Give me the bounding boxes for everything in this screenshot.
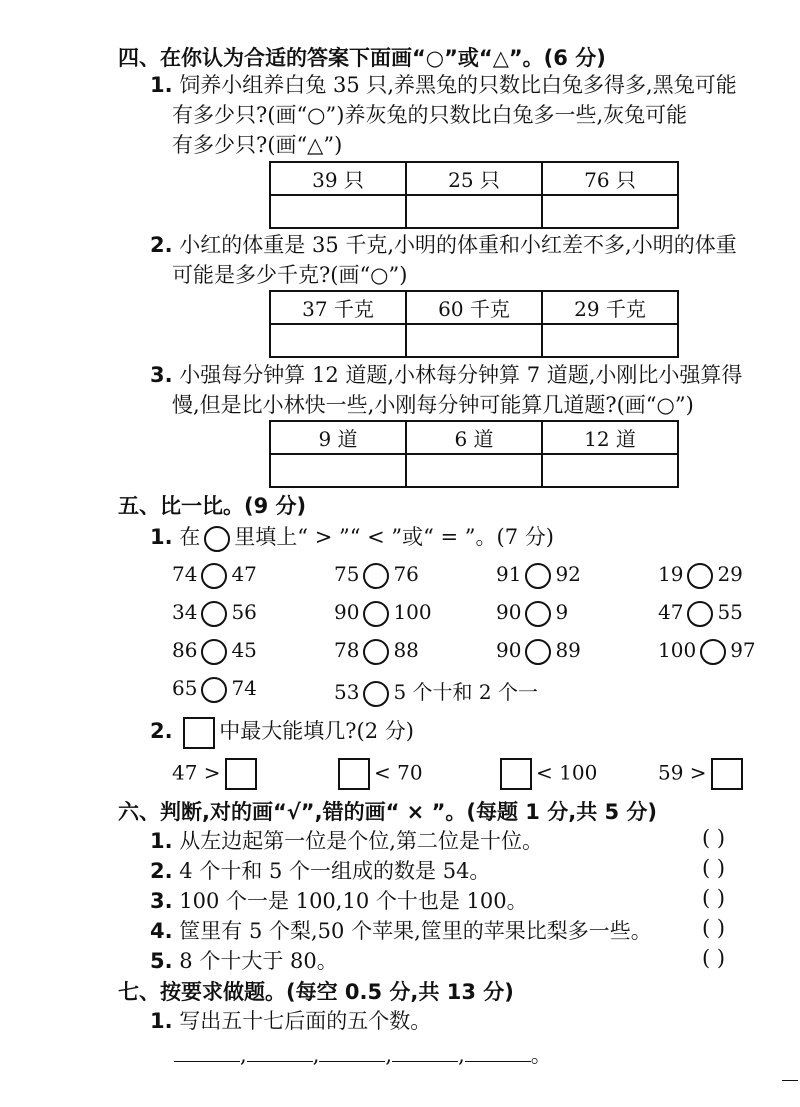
answer-blank[interactable] — [392, 1043, 458, 1062]
compare-circle[interactable] — [201, 677, 227, 703]
option-cell: 25 只 — [406, 162, 542, 195]
compare-circle[interactable] — [525, 601, 551, 627]
fill-box-item: < 100 — [496, 758, 597, 790]
compare-circle[interactable] — [363, 601, 389, 627]
compare-item: 65 74 — [172, 676, 257, 703]
answer-parentheses[interactable]: ( ) — [702, 856, 726, 880]
compare-circle[interactable] — [687, 563, 713, 589]
compare-circle[interactable] — [687, 601, 713, 627]
compare-item: 90 89 — [496, 638, 581, 665]
compare-circle[interactable] — [201, 563, 227, 589]
q7-1-instruction: 1. 写出五十七后面的五个数。 — [150, 1009, 432, 1033]
compare-item: 86 45 — [172, 638, 257, 665]
answer-cell[interactable] — [542, 195, 678, 228]
option-cell: 9 道 — [270, 421, 406, 454]
section4-title: 四、在你认为合适的答案下面画“○”或“△”。(6 分) — [118, 46, 606, 70]
answer-blank[interactable] — [465, 1043, 531, 1062]
q4-1-line2: 有多少只?(画“○”)养灰兔的只数比白兔多一些,灰兔可能 — [172, 103, 688, 127]
section7-title: 七、按要求做题。(每空 0.5 分,共 13 分) — [118, 980, 514, 1004]
option-cell: 6 道 — [406, 421, 542, 454]
judge-item-4: 4. 筐里有 5 个梨,50 个苹果,筐里的苹果比梨多一些。 — [150, 919, 652, 943]
compare-item: 90 9 — [496, 600, 568, 627]
q5-1-instruction: 1. 在 里填上“ > ”“ < ”或“ = ”。(7 分) — [150, 522, 554, 552]
compare-item: 75 76 — [334, 562, 419, 589]
fill-box[interactable] — [225, 758, 257, 790]
square-box-icon — [183, 717, 215, 749]
option-cell: 12 道 — [542, 421, 678, 454]
q4-3-options-table — [269, 420, 679, 488]
compare-item: 100 97 — [658, 638, 756, 665]
compare-circle[interactable] — [201, 639, 227, 665]
compare-circle-icon — [204, 526, 230, 552]
answer-blank[interactable] — [319, 1043, 385, 1062]
section6-title: 六、判断,对的画“√”,错的画“ × ”。(每题 1 分,共 5 分) — [118, 800, 658, 824]
q4-1-line1: 1. 饲养小组养白兔 35 只,养黑兔的只数比白兔多得多,黑兔可能 — [150, 73, 737, 97]
answer-cell[interactable] — [406, 324, 542, 357]
q4-2-line1: 2. 小红的体重是 35 千克,小明的体重和小红差不多,小明的体重 — [150, 233, 737, 257]
q4-2-line2: 可能是多少千克?(画“○”) — [172, 263, 408, 287]
compare-circle[interactable] — [700, 639, 726, 665]
compare-item: 78 88 — [334, 638, 419, 665]
answer-cell[interactable] — [270, 195, 406, 228]
q4-3-line2: 慢,但是比小林快一些,小刚每分钟可能算几道题?(画“○”) — [172, 393, 694, 417]
answer-blank[interactable] — [174, 1043, 240, 1062]
fill-box[interactable] — [500, 758, 532, 790]
compare-circle[interactable] — [363, 681, 389, 707]
page-edge-mark — [782, 1080, 798, 1081]
compare-item: 34 56 — [172, 600, 257, 627]
option-cell: 37 千克 — [270, 291, 406, 324]
section5-title: 五、比一比。(9 分) — [118, 494, 307, 518]
fill-box[interactable] — [338, 758, 370, 790]
judge-item-5: 5. 8 个十大于 80。 — [150, 949, 338, 973]
q4-1-options-table — [269, 161, 679, 229]
compare-item: 53 5 个十和 2 个一 — [334, 676, 538, 707]
option-cell: 76 只 — [542, 162, 678, 195]
compare-item: 19 29 — [658, 562, 743, 589]
answer-parentheses[interactable]: ( ) — [702, 946, 726, 970]
answer-parentheses[interactable]: ( ) — [702, 886, 726, 910]
answer-cell[interactable] — [270, 454, 406, 487]
q4-2-options-table — [269, 290, 679, 358]
compare-circle[interactable] — [363, 563, 389, 589]
compare-circle[interactable] — [201, 601, 227, 627]
compare-circle[interactable] — [363, 639, 389, 665]
compare-circle[interactable] — [525, 563, 551, 589]
answer-cell[interactable] — [542, 454, 678, 487]
fill-box-item: 47 > — [172, 758, 261, 790]
answer-parentheses[interactable]: ( ) — [702, 916, 726, 940]
compare-item: 47 55 — [658, 600, 743, 627]
answer-blank[interactable] — [247, 1043, 313, 1062]
q4-1-line3: 有多少只?(画“△”) — [172, 133, 343, 157]
answer-cell[interactable] — [406, 195, 542, 228]
answer-blanks: , , , , 。 — [174, 1040, 552, 1070]
option-cell: 60 千克 — [406, 291, 542, 324]
judge-item-2: 2. 4 个十和 5 个一组成的数是 54。 — [150, 859, 491, 883]
q5-2-instruction: 2. 中最大能填几?(2 分) — [150, 716, 414, 749]
compare-item: 91 92 — [496, 562, 581, 589]
fill-box-item: < 70 — [334, 758, 423, 790]
q4-3-line1: 3. 小强每分钟算 12 道题,小林每分钟算 7 道题,小刚比小强算得 — [150, 363, 743, 387]
compare-circle[interactable] — [525, 639, 551, 665]
judge-item-3: 3. 100 个一是 100,10 个十也是 100。 — [150, 889, 528, 913]
answer-cell[interactable] — [406, 454, 542, 487]
answer-cell[interactable] — [542, 324, 678, 357]
option-cell: 29 千克 — [542, 291, 678, 324]
answer-cell[interactable] — [270, 324, 406, 357]
fill-box[interactable] — [711, 758, 743, 790]
fill-box-item: 59 > — [658, 758, 747, 790]
option-cell: 39 只 — [270, 162, 406, 195]
compare-item: 74 47 — [172, 562, 257, 589]
answer-parentheses[interactable]: ( ) — [702, 826, 726, 850]
compare-item: 90 100 — [334, 600, 432, 627]
judge-item-1: 1. 从左边起第一位是个位,第二位是十位。 — [150, 829, 543, 853]
